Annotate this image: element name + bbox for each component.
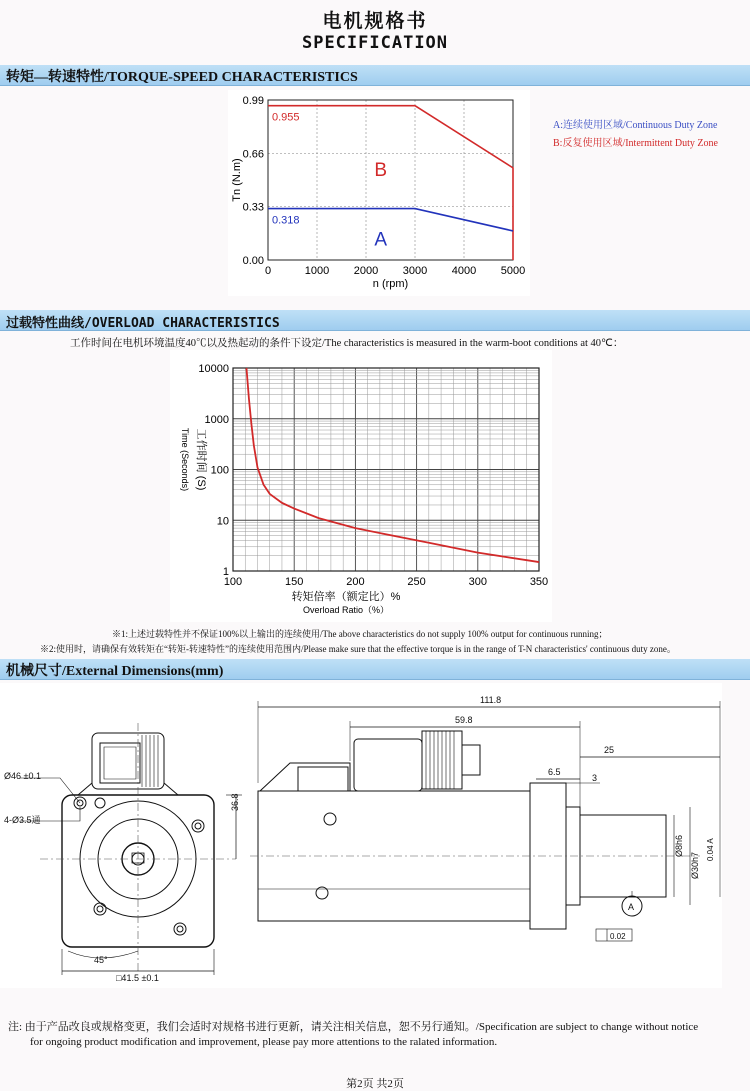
legend-intermittent: B:反复使用区域/Intermittent Duty Zone [553, 138, 718, 149]
y-tick-label: 0.66 [242, 148, 264, 161]
x-tick-label: 1000 [304, 265, 330, 277]
footer-note: 注: 由于产品改良或规格变更，我们会适时对规格书进行更新，请关注相关信息，恕不另行通知。/Specification are subject to change without notice [8, 1021, 699, 1033]
series-line-A [268, 209, 513, 231]
y-axis-label-en: Time (Seconds) [180, 427, 190, 492]
dim-runout: 0.04 A [706, 838, 715, 861]
dim-flatness: 0.02 [610, 932, 626, 941]
dim-pcd: Ø46 ±0.1 [4, 771, 41, 781]
dim-shaft-dia: Ø8h6 [674, 834, 684, 857]
y-tick-label: 1000 [204, 413, 229, 426]
torque-speed-chart [228, 90, 530, 296]
dim-angle: 45° [94, 955, 108, 965]
footer-note-2: for ongoing product modification and improvement, please pay more attentions to the ralated information. [30, 1036, 498, 1048]
x-tick-label: 5000 [500, 265, 526, 277]
dim-shaft-length: 25 [604, 745, 615, 755]
dim-body-length: 59.8 [455, 715, 473, 725]
x-tick-label: 2000 [353, 265, 379, 277]
dim-height: 36.8 [230, 793, 240, 811]
series-line-B [268, 106, 513, 260]
overload-chart [170, 350, 552, 622]
x-tick-label: 100 [223, 576, 243, 588]
section-title-dimensions: 机械尺寸/External Dimensions(mm) [6, 664, 224, 679]
zone-label-a: A [374, 229, 388, 251]
section-band-dimensions [0, 659, 750, 680]
y-tick-label: 0.33 [242, 201, 264, 214]
overload-chart-panel [170, 350, 552, 622]
dim-pilot: Ø30h7 [690, 851, 700, 879]
legend-continuous: A:连续使用区域/Continuous Duty Zone [553, 120, 718, 131]
series-value-label-A: 0.318 [272, 214, 300, 227]
y-tick-label: 100 [210, 464, 229, 477]
x-tick-label: 3000 [402, 265, 428, 277]
x-tick-label: 0 [264, 265, 272, 277]
x-axis-label: 转矩倍率（额定比）% [291, 591, 401, 603]
overload-footnote-2: ※2:使用时，请确保有效转矩在“转矩-转速特性”的连续使用范围内/Please make sure that the effective torque is in the range of T-N characteristics' continuous duty zone。 [40, 644, 676, 654]
zone-label-b: B [374, 159, 388, 181]
dimension-drawing-panel [0, 683, 722, 988]
section-title-torque: 转矩—转速特性/TORQUE-SPEED CHARACTERISTICS [6, 70, 358, 85]
x-axis-label-en: Overload Ratio（%） [302, 605, 390, 615]
y-axis-label: Tn (N.m) [231, 158, 243, 202]
page-number: 第2页 共2页 [346, 1078, 404, 1090]
section-band-torque [0, 65, 750, 86]
x-tick-label: 250 [407, 576, 426, 588]
x-tick-label: 200 [346, 576, 365, 588]
section-band-overload [0, 310, 750, 331]
x-axis-label: n (rpm) [372, 278, 409, 290]
dim-square: □41.5 ±0.1 [116, 973, 159, 983]
x-tick-label: 350 [529, 576, 549, 588]
dim-flange: 6.5 [548, 767, 561, 777]
plot-frame [268, 100, 513, 260]
y-tick-label: 1 [222, 566, 229, 578]
overload-curve [246, 368, 539, 562]
dim-holes: 4-Ø3.5通 [4, 815, 41, 825]
y-tick-label: 10 [216, 515, 229, 528]
x-tick-label: 4000 [451, 265, 477, 277]
overload-footnote-1: ※1:上述过载特性并不保证100%以上输出的连续使用/The above characteristics do not supply 100% output for continuous running； [112, 629, 608, 639]
x-tick-label: 150 [285, 576, 304, 588]
overload-condition-note: 工作时间在电机环境温度40℃以及热起动的条件下设定/The characteristics is measured in the warm-boot conditions at 40℃： [70, 338, 624, 349]
series-value-label-B: 0.955 [272, 111, 300, 124]
y-tick-label: 0.99 [242, 95, 264, 107]
dim-total-length: 111.8 [480, 695, 502, 705]
torque-chart-panel [228, 90, 530, 296]
side-view [250, 701, 720, 941]
section-title-overload: 过载特性曲线/OVERLOAD CHARACTERISTICS [6, 316, 280, 331]
front-view [20, 723, 242, 975]
y-tick-label: 10000 [198, 363, 229, 375]
y-axis-label: 工作时间 (S) [195, 428, 207, 491]
x-tick-label: 300 [468, 576, 487, 588]
dim-datum: A [628, 902, 635, 912]
dim-step: 3 [592, 773, 598, 783]
y-tick-label: 0.00 [242, 255, 264, 267]
page-title-en: SPECIFICATION [301, 33, 449, 53]
page-title-cn: 电机规格书 [322, 10, 428, 32]
dimension-drawing [0, 683, 722, 988]
